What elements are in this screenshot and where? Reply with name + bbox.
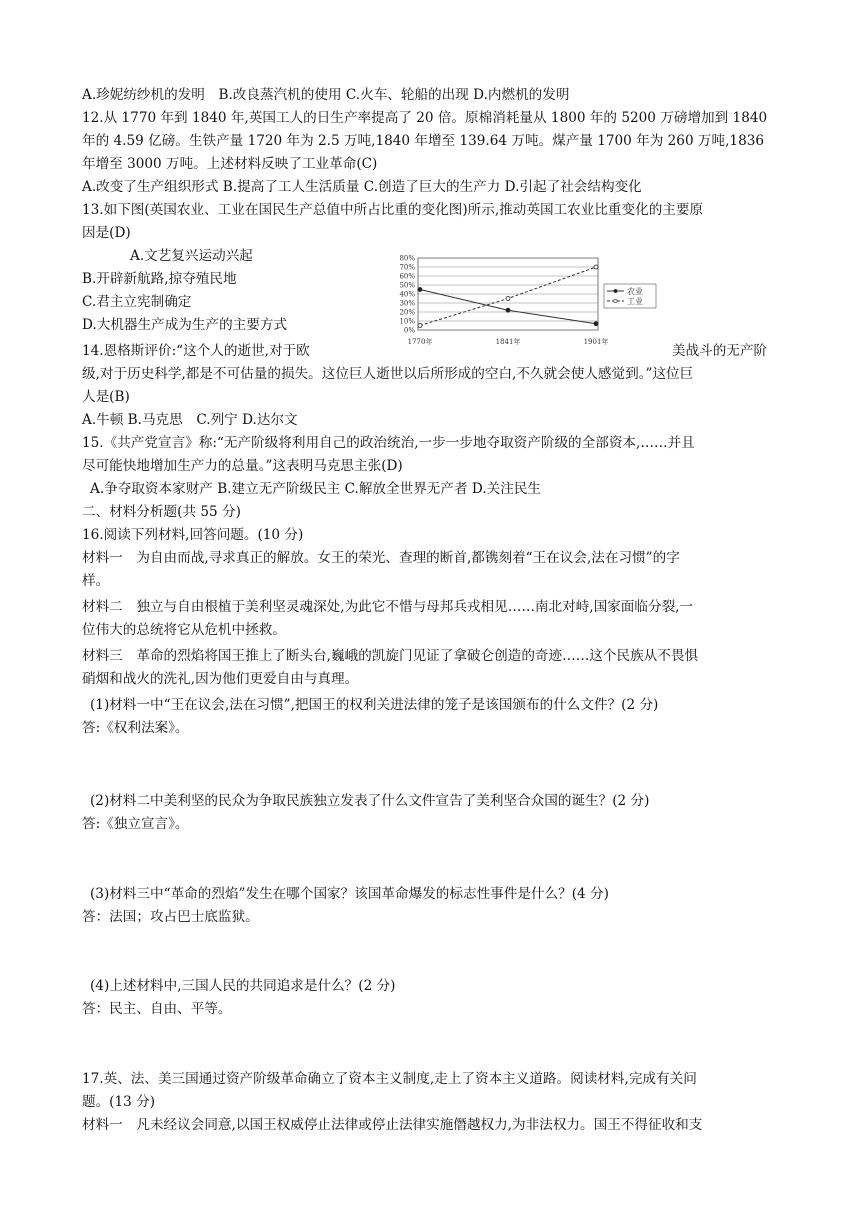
q14-stem-line1-left: 14.恩格斯评价:“这个人的逝世,对于欧: [82, 343, 310, 359]
q14-options: A.牛顿 B.马克思 C.列宁 D.达尔文: [82, 412, 298, 428]
x-tick-label: 1770年: [407, 338, 433, 346]
data-point: [418, 288, 422, 292]
material-two-line2: 位伟大的总统将它从危机中拯救。: [82, 622, 286, 638]
q15-stem-line1: 15.《共产党宣言》称:“无产阶级将利用自己的政治统治,一步一步地夺取资产阶级的全部资本,……并且: [82, 435, 695, 451]
q15-options: A.争夺取资本家财产 B.建立无产阶级民主 C.解放全世界无产者 D.关注民生: [90, 481, 542, 497]
q12-options: A.改变了生产组织形式 B.提高了工人生活质量 C.创造了巨大的生产力 D.引起了社会结构变化: [82, 179, 642, 195]
y-tick-label: 20%: [399, 308, 415, 317]
q16-sub4: (4)上述材料中,三国人民的共同追求是什么？(2 分): [90, 978, 396, 994]
q16-answer2: 答:《独立宣言》。: [82, 816, 189, 832]
y-tick-label: 10%: [399, 317, 415, 326]
x-tick-label: 1901年: [583, 338, 609, 346]
data-point: [594, 322, 598, 326]
y-tick-label: 30%: [399, 299, 415, 308]
q13-option-c: C.君主立宪制确定: [82, 294, 192, 310]
legend-marker: [614, 289, 617, 292]
data-point: [506, 297, 510, 301]
q12-stem-line3: 年增至 3000 万吨。上述材料反映了工业革命(C): [82, 156, 378, 172]
q12-stem-line2: 年的 4.59 亿磅。生铁产量 1720 年为 2.5 万吨,1840 年增至 139.64 万吨。煤产量 1700 年为 260 万吨,1836: [82, 133, 765, 149]
material-two-line1: 材料二 独立与自由根植于美利坚灵魂深处,为此它不惜与母邦兵戎相见……南北对峙,国家面临分裂,一: [82, 599, 694, 615]
q16-answer1: 答:《权利法案》。: [82, 720, 189, 736]
q17-stem-line2: 题。(13 分): [82, 1094, 156, 1110]
material-one-line1: 材料一 为自由而战,寻求真正的解放。女王的荣光、查理的断首,都镌刻着“王在议会,法在习惯”的字: [82, 550, 680, 566]
q14-stem-line3: 人是(B): [82, 389, 130, 405]
q16-stem: 16.阅读下列材料,回答问题。(10 分): [82, 527, 304, 543]
data-point: [418, 324, 422, 328]
q14-stem-line1-right: 美战斗的无产阶: [672, 343, 768, 359]
y-tick-label: 50%: [399, 281, 415, 290]
share-change-chart: [384, 254, 664, 350]
series-line: [420, 290, 596, 324]
y-tick-label: 60%: [399, 272, 415, 281]
q13-option-d: D.大机器生产成为生产的主要方式: [82, 317, 288, 333]
q17-stem-line1: 17.英、法、美三国通过资产阶级革命确立了资本主义制度,走上了资本主义道路。阅读材料,完成有关问: [82, 1071, 697, 1087]
material-one-line2: 样。: [82, 573, 110, 589]
material-three-line2: 硝烟和战火的洗礼,因为他们更爱自由与真理。: [82, 671, 359, 687]
y-tick-label: 0%: [403, 326, 415, 335]
legend-label: 工业: [627, 297, 643, 306]
q16-sub1: (1)材料一中“王在议会,法在习惯”,把国王的权利关进法律的笼子是该国颁布的什么文件？(2 分): [90, 697, 659, 713]
section-heading: 二、材料分析题(共 55 分): [82, 504, 241, 520]
data-point: [594, 265, 598, 269]
q13-stem-line1: 13.如下图(英国农业、工业在国民生产总值中所占比重的变化图)所示,推动英国工农业比重变化的主要原: [82, 202, 704, 218]
y-tick-label: 80%: [399, 254, 415, 263]
q16-answer3: 答：法国；攻占巴士底监狱。: [82, 909, 259, 925]
q16-sub3: (3)材料三中“革命的烈焰”发生在哪个国家？该国革命爆发的标志性事件是什么？(4 分): [90, 886, 609, 902]
q16-answer4: 答：民主、自由、平等。: [82, 1001, 232, 1017]
q11-options: A.珍妮纺纱机的发明 B.改良蒸汽机的使用 C.火车、轮船的出现 D.内燃机的发明: [82, 87, 570, 103]
q13-stem-line2: 因是(D): [82, 225, 131, 241]
legend-marker: [614, 299, 617, 302]
legend-label: 农业: [627, 287, 643, 296]
q15-stem-line2: 尽可能快地增加生产力的总量。”这表明马克思主张(D): [82, 458, 403, 474]
q14-stem-line2: 级,对于历史科学,都是不可估量的损失。这位巨人逝世以后所形成的空白,不久就会使人感觉到。”这位巨: [82, 366, 694, 382]
q17-material-one: 材料一 凡未经议会同意,以国王权威停止法律或停止法律实施僭越权力,为非法权力。国王不得征收和支: [82, 1117, 703, 1133]
x-tick-label: 1841年: [495, 338, 521, 346]
q13-option-b: B.开辟新航路,掠夺殖民地: [82, 271, 237, 287]
data-point: [506, 308, 510, 312]
y-tick-label: 40%: [399, 290, 415, 299]
q12-stem-line1: 12.从 1770 年到 1840 年,英国工人的日生产率提高了 20 倍。原棉消耗量从 1800 年的 5200 万磅增加到 1840: [82, 110, 768, 126]
material-three-line1: 材料三 革命的烈焰将国王推上了断头台,巍峨的凯旋门见证了拿破仑创造的奇迹……这个民族从不畏惧: [82, 648, 699, 664]
q13-option-a: A.文艺复兴运动兴起: [130, 248, 253, 264]
y-tick-label: 70%: [399, 263, 415, 272]
q16-sub2: (2)材料二中美利坚的民众为争取民族独立发表了什么文件宣告了美利坚合众国的诞生？(2 分): [90, 793, 650, 809]
